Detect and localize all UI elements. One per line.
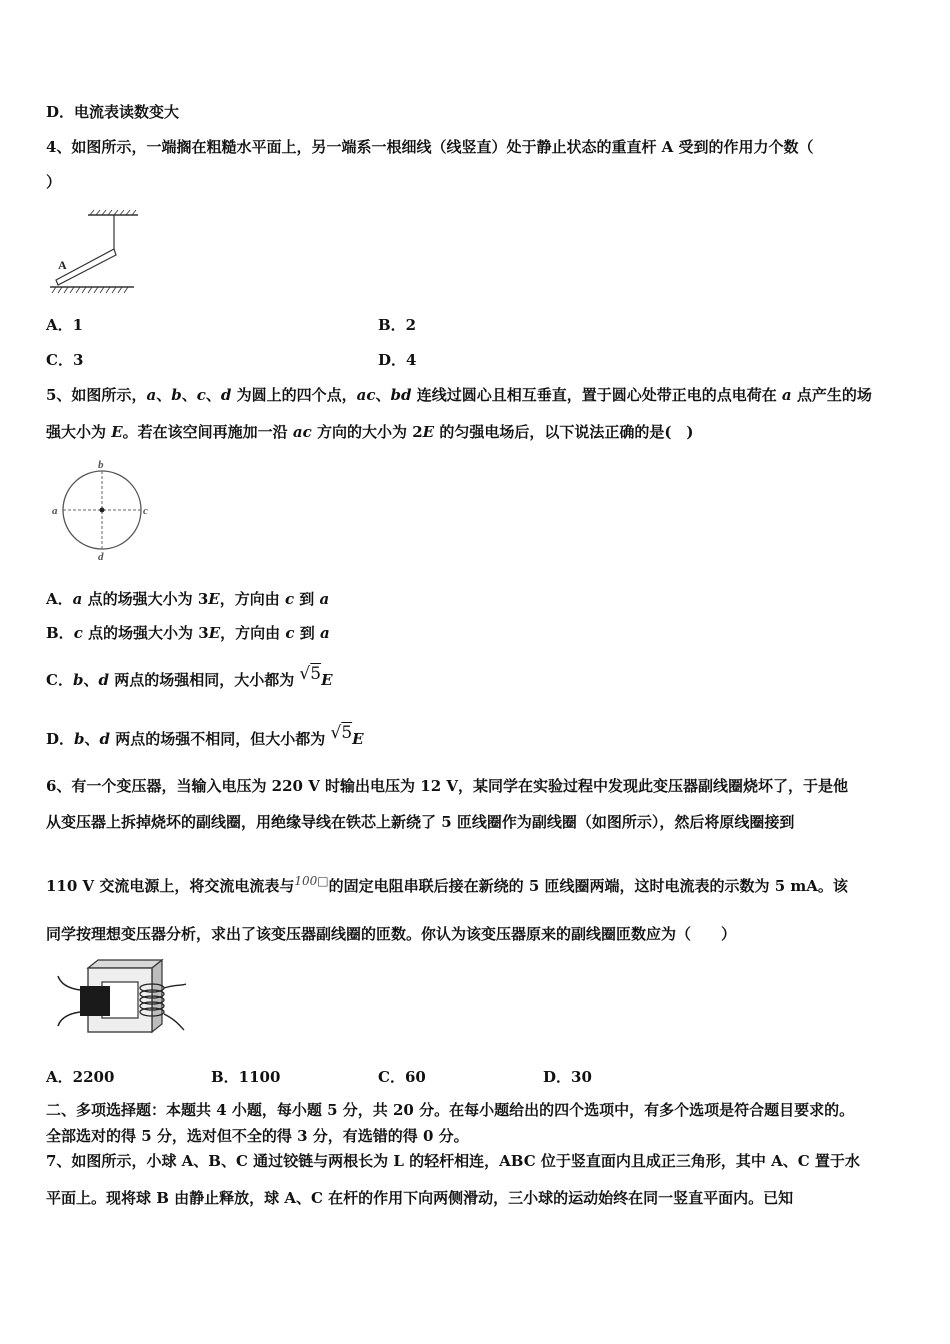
q6-option-a: A．2200 xyxy=(46,1068,115,1086)
q6-stem-line4: 同学按理想变压器分析，求出了该变压器副线圈的匝数。你认为该变压器原来的副线圈匝数应为（ ） xyxy=(46,925,737,943)
q4-option-c: C．3 xyxy=(46,351,84,369)
q5-option-a: A．a 点的场强大小为 3E，方向由 c 到 a xyxy=(46,590,330,608)
point-label-a: a xyxy=(52,505,58,517)
q4-stem-line1: 4、如图所示，一端搁在粗糙水平面上，另一端系一根细线（线竖直）处于静止状态的重直杆 A 受到的作用力个数（ xyxy=(46,138,814,156)
point-label-c: c xyxy=(143,505,148,517)
sqrt5-d: √5 xyxy=(330,723,353,743)
q5-option-b: B．c 点的场强大小为 3E，方向由 c 到 a xyxy=(46,624,330,642)
q6-option-b: B．1100 xyxy=(211,1068,281,1086)
q5-stem-line1: 5、如图所示，a、b、c、d 为圆上的四个点，ac、bd 连线过圆心且相互垂直，置于圆心处带正电的点电荷在 a 点产生的场 xyxy=(46,386,872,404)
resistance-image: 100□ xyxy=(294,874,329,888)
q4-rod-figure xyxy=(48,205,148,297)
q3-option-d: D．电流表读数变大 xyxy=(46,103,180,121)
q4-stem-line2: ） xyxy=(46,173,62,191)
q4-figure-label: A xyxy=(58,258,67,272)
q5-circle-figure xyxy=(50,456,154,564)
point-label-d: d xyxy=(98,551,104,563)
q7-stem-line2: 平面上。现将球 B 由静止释放，球 A、C 在杆的作用下向两侧滑动，三小球的运动始终在同一竖直平面内。已知 xyxy=(46,1189,794,1207)
q4-option-b: B．2 xyxy=(378,316,417,334)
q6-stem-line2: 从变压器上拆掉烧坏的副线圈，用绝缘导线在铁芯上新绕了 5 匝线圈作为副线圈（如图所示），然后将原线圈接到 xyxy=(46,813,795,831)
q6-stem-line1: 6、有一个变压器，当输入电压为 220 V 时输出电压为 12 V，某同学在实验过程中发现此变压器副线圈烧坏了，于是他 xyxy=(46,777,849,795)
q6-option-c: C．60 xyxy=(378,1068,426,1086)
section2-heading-line1: 二、多项选择题：本题共 4 小题，每小题 5 分，共 20 分。在每小题给出的四个选项中，有多个选项是符合题目要求的。 xyxy=(46,1101,855,1119)
q7-stem-line1: 7、如图所示，小球 A、B、C 通过铰链与两根长为 L 的轻杆相连，ABC 位于竖直面内且成正三角形，其中 A、C 置于水 xyxy=(46,1152,860,1170)
q4-option-a: A．1 xyxy=(46,316,84,334)
point-label-b: b xyxy=(98,459,104,471)
q5-option-d: D．b、d 两点的场强不相同，但大小都为 √5E xyxy=(46,723,364,748)
q4-option-d: D．4 xyxy=(378,351,417,369)
q6-stem-line3: 110 V 交流电源上，将交流电流表与$^{100□}$的固定电阻串联后接在新绕的 5 匝线圈两端，这时电流表的示数为 5 mA。该 xyxy=(46,874,848,895)
q5-option-c: C．b、d 两点的场强相同，大小都为 √5E xyxy=(46,664,333,689)
q6-transformer-figure xyxy=(56,958,190,1042)
sqrt5-c: √5 xyxy=(299,664,322,684)
q6-option-d: D．30 xyxy=(543,1068,592,1086)
q5-stem-line2: 强大小为 E。若在该空间再施加一沿 ac 方向的大小为 2E 的匀强电场后，以下说法正确的是( ) xyxy=(46,423,694,441)
section2-heading-line2: 全部选对的得 5 分，选对但不全的得 3 分，有选错的得 0 分。 xyxy=(46,1127,469,1145)
